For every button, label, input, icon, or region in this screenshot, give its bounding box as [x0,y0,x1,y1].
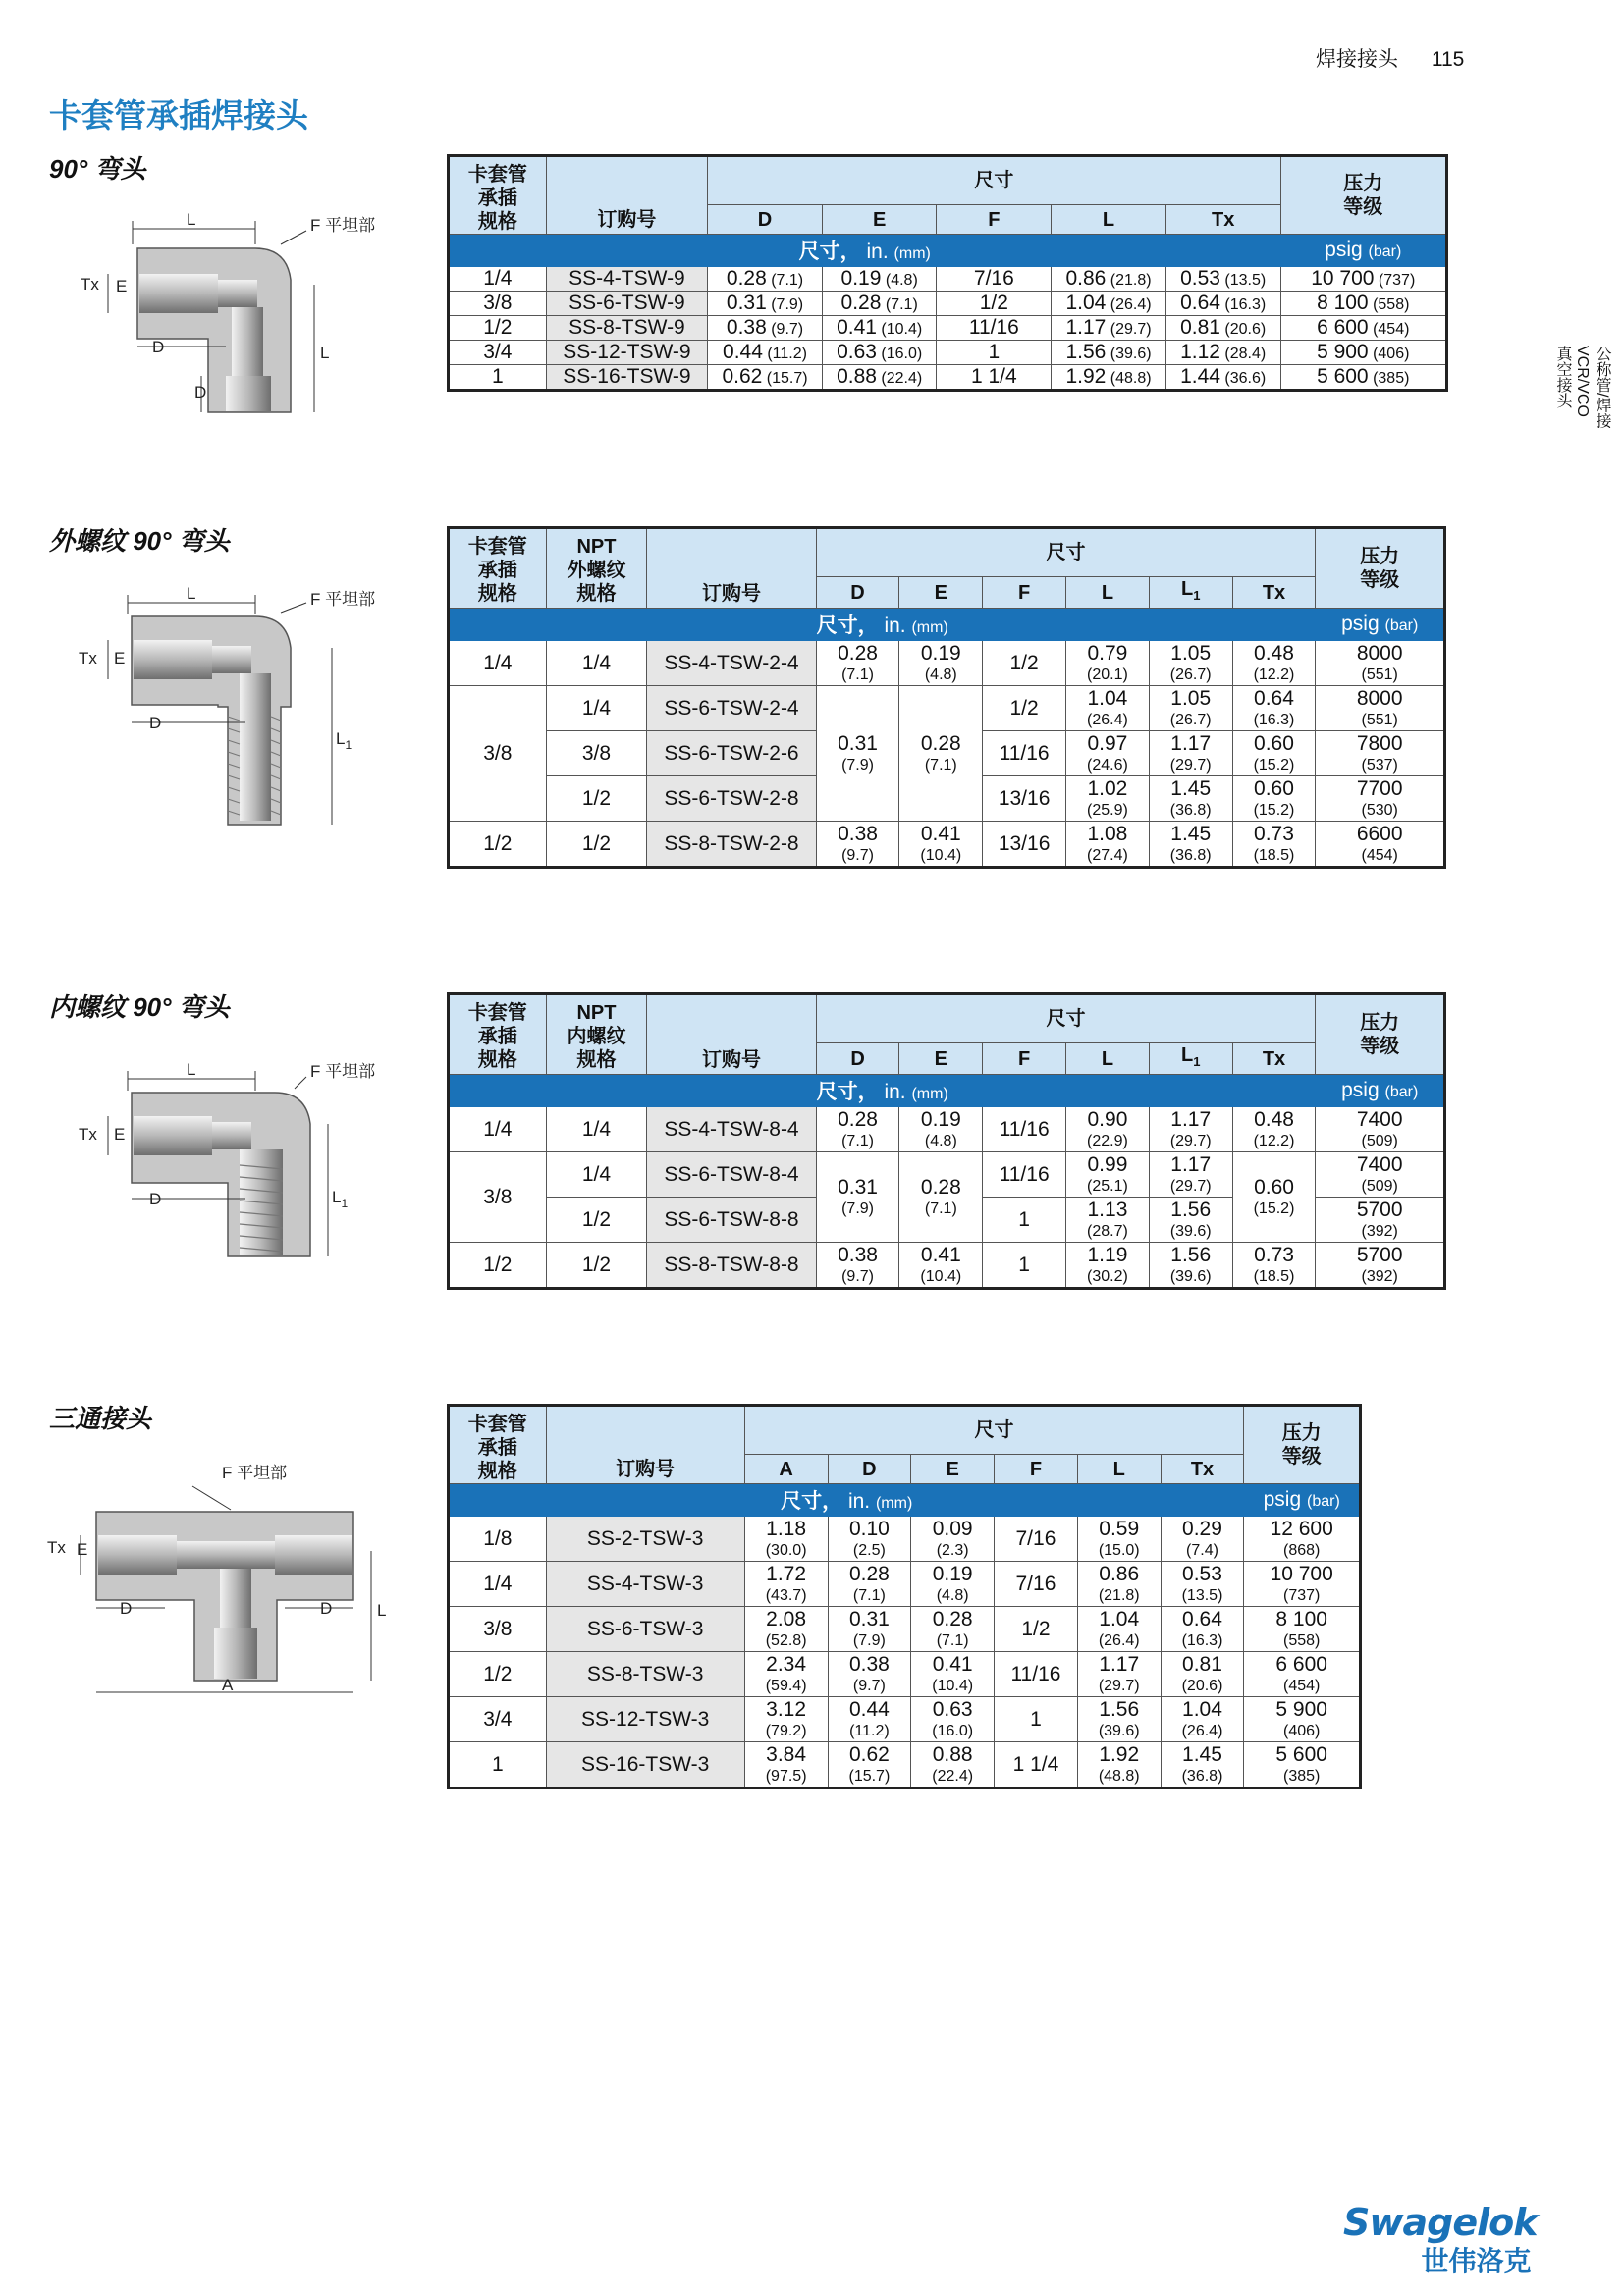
cell-order: SS-4-TSW-3 [546,1562,744,1607]
cell-order: SS-16-TSW-9 [546,365,707,391]
header-dims: 尺寸 [816,528,1316,577]
col-Tx: Tx [1232,577,1316,609]
table-row [449,292,1447,316]
cell-pressure: 5700 (392) [1316,1243,1445,1289]
cell-size: 1/2 [449,1652,547,1697]
table-row [449,316,1447,341]
cell-pressure: 8 100 (558) [1280,292,1447,316]
cell-pressure: 5 600 (385) [1244,1742,1361,1789]
col-D: D [828,1455,911,1484]
cell-order: SS-6-TSW-3 [546,1607,744,1652]
header-order: 订购号 [647,528,816,609]
cell-D: 0.31 (7.9) [816,1152,899,1243]
cell-L: 1.92 (48.8) [1052,365,1166,391]
header-dims: 尺寸 [708,156,1280,205]
cell-pressure: 7400 (509) [1316,1152,1445,1198]
cell-F: 7/16 [995,1517,1078,1562]
table-row [449,1152,1445,1198]
table-row [449,1562,1361,1607]
cell-order: SS-2-TSW-3 [546,1517,744,1562]
table-male-elbow [447,526,1446,869]
label-L1: $L_1$ [332,1188,349,1210]
label-Tx: Tx [81,275,99,294]
label-Tx: Tx [47,1538,66,1557]
cell-L: 0.90 (22.9) [1066,1107,1150,1152]
female-elbow-diagram [49,1055,403,1271]
table-row [449,341,1447,365]
cell-Tx: 0.64 (16.3) [1232,686,1316,731]
table-90-elbow [447,154,1448,392]
label-L-vert: L [377,1601,387,1620]
cell-L: 1.08 (27.4) [1066,822,1150,868]
label-D-right: D [320,1599,333,1618]
header-size: 卡套管 承插 规格 [449,156,547,235]
cell-D: 0.38 (9.7) [708,316,823,341]
cell-F: 1 [983,1198,1066,1243]
cell-L: 1.13 (28.7) [1066,1198,1150,1243]
cell-size: 3/8 [449,1152,547,1243]
header-size: 卡套管 承插 规格 [449,528,547,609]
cell-D: 0.62 (15.7) [828,1742,911,1789]
cell-F: 13/16 [983,776,1066,822]
col-L: L [1077,1455,1161,1484]
header-order: 订购号 [546,156,707,235]
male-elbow-diagram [49,579,403,834]
cell-Tx: 1.44 (36.6) [1165,365,1280,391]
cell-F: 1 [983,1243,1066,1289]
table-row [449,1607,1361,1652]
cell-size: 1/4 [449,1562,547,1607]
cell-size: 1 [449,1742,547,1789]
cell-order: SS-6-TSW-2-8 [647,776,816,822]
label-A: A [222,1676,234,1694]
cell-pressure: 8 100 (558) [1244,1607,1361,1652]
table-row [449,641,1445,686]
cell-Tx: 0.60 (15.2) [1232,776,1316,822]
cell-size: 3/8 [449,1607,547,1652]
cell-D: 0.31 (7.9) [708,292,823,316]
cell-Tx: 0.64 (16.3) [1165,292,1280,316]
cell-D: 0.10 (2.5) [828,1517,911,1562]
side-tab-line-3: 真空接头 [1554,346,1571,408]
cell-D: 0.28 (7.1) [816,1107,899,1152]
cell-Tx: 0.81 (20.6) [1165,316,1280,341]
cell-L1: 1.17 (29.7) [1149,1152,1232,1198]
label-Tx: Tx [79,649,97,667]
col-E: E [911,1455,995,1484]
cell-order: SS-6-TSW-8-8 [647,1198,816,1243]
cell-Tx: 0.81 (20.6) [1161,1652,1244,1697]
label-D: D [120,1599,133,1618]
cell-size: 3/4 [449,341,547,365]
table-row [449,1243,1445,1289]
cell-pressure: 8000 (551) [1316,641,1445,686]
cell-F: 7/16 [995,1562,1078,1607]
page-header [1316,43,1464,73]
cell-pressure: 7700 (530) [1316,776,1445,822]
table-row [449,1517,1361,1562]
cell-size: 1/2 [449,316,547,341]
cell-L: 0.86 (21.8) [1052,267,1166,292]
elbow-diagram [49,201,403,437]
col-L: L [1066,1043,1150,1075]
logo-brand-cn: 世伟洛克 [1421,2246,1532,2276]
side-tab-line-1: 公称管/焊接 [1594,346,1610,429]
label-L: L [187,1060,196,1079]
col-D: D [816,1043,899,1075]
cell-order: SS-8-TSW-3 [546,1652,744,1697]
col-L1: $L_1$ [1149,577,1232,609]
cell-order: SS-8-TSW-8-8 [647,1243,816,1289]
cell-D: 0.28 (7.1) [828,1562,911,1607]
header-order: 订购号 [546,1406,744,1484]
cell-L: 1.17 (29.7) [1077,1652,1161,1697]
cell-L: 0.59 (15.0) [1077,1517,1161,1562]
label-L-vert: L [320,344,330,362]
cell-size: 1/8 [449,1517,547,1562]
cell-L: 1.04 (26.4) [1052,292,1166,316]
cell-F: 1/2 [995,1607,1078,1652]
cell-E: 0.28 (7.1) [899,1152,983,1243]
label-F: F 平坦部 [310,590,376,609]
col-F: F [983,1043,1066,1075]
cell-order: SS-8-TSW-2-8 [647,822,816,868]
col-F: F [995,1455,1078,1484]
table-row [449,1697,1361,1742]
cell-npt: 1/2 [546,1198,647,1243]
cell-D: 0.44 (11.2) [708,341,823,365]
cell-size: 1/4 [449,641,547,686]
col-E: E [899,577,983,609]
cell-npt: 1/4 [546,686,647,731]
cell-E: 0.19 (4.8) [822,267,937,292]
cell-Tx: 0.53 (13.5) [1165,267,1280,292]
cell-Tx: 0.73 (18.5) [1232,822,1316,868]
cell-F: 11/16 [983,1107,1066,1152]
cell-order: SS-6-TSW-2-4 [647,686,816,731]
label-D: D [152,338,165,356]
cell-pressure: 5700 (392) [1316,1198,1445,1243]
cell-F: 11/16 [995,1652,1078,1697]
cell-Tx: 0.53 (13.5) [1161,1562,1244,1607]
table-female-elbow [447,992,1446,1290]
page-title: 卡套管承插焊接头 [49,97,308,133]
cell-F: 1 [937,341,1052,365]
cell-Tx: 1.12 (28.4) [1165,341,1280,365]
cell-L: 1.02 (25.9) [1066,776,1150,822]
cell-size: 1/4 [449,1107,547,1152]
cell-pressure: 7800 (537) [1316,731,1445,776]
cell-L1: 1.56 (39.6) [1149,1243,1232,1289]
cell-A: 3.12 (79.2) [744,1697,828,1742]
table-row [449,1652,1361,1697]
cell-D: 0.38 (9.7) [828,1652,911,1697]
cell-L: 1.19 (30.2) [1066,1243,1150,1289]
cell-F: 1 1/4 [995,1742,1078,1789]
col-F: F [983,577,1066,609]
cell-D: 0.31 (7.9) [816,686,899,822]
cell-L: 0.79 (20.1) [1066,641,1150,686]
header-dims: 尺寸 [816,994,1316,1043]
cell-order: SS-8-TSW-9 [546,316,707,341]
section-title-male-elbow: 外螺纹 90° 弯头 [49,526,230,556]
cell-L: 1.92 (48.8) [1077,1742,1161,1789]
cell-Tx: 0.60 (15.2) [1232,731,1316,776]
cell-F: 7/16 [937,267,1052,292]
cell-order: SS-12-TSW-9 [546,341,707,365]
cell-F: 1/2 [983,686,1066,731]
col-D: D [708,205,823,235]
cell-size: 3/8 [449,686,547,822]
unit-row: 尺寸， in. (mm) psig (bar) [449,609,1445,641]
cell-pressure: 12 600 (868) [1244,1517,1361,1562]
cell-F: 1 1/4 [937,365,1052,391]
label-D: D [149,1190,162,1208]
cell-npt: 1/2 [546,776,647,822]
header-npt: NPT 内螺纹 规格 [546,994,647,1075]
label-F: F 平坦部 [222,1464,288,1482]
cell-E: 0.19 (4.8) [899,641,983,686]
unit-row: 尺寸， in. (mm) psig (bar) [449,1484,1361,1517]
cell-D: 0.44 (11.2) [828,1697,911,1742]
cell-pressure: 8000 (551) [1316,686,1445,731]
table-row [449,1107,1445,1152]
cell-Tx: 0.48 (12.2) [1232,1107,1316,1152]
header-pressure: 压力 等级 [1280,156,1447,235]
cell-E: 0.28 (7.1) [911,1607,995,1652]
cell-size: 1/4 [449,267,547,292]
cell-pressure: 7400 (509) [1316,1107,1445,1152]
header-order: 订购号 [647,994,816,1075]
col-Tx: Tx [1165,205,1280,235]
header-dims: 尺寸 [744,1406,1244,1455]
col-E: E [899,1043,983,1075]
cell-L1: 1.05 (26.7) [1149,641,1232,686]
cell-npt: 1/4 [546,1152,647,1198]
cell-F: 1/2 [983,641,1066,686]
label-E: E [114,1125,126,1144]
cell-order: SS-6-TSW-9 [546,292,707,316]
cell-F: 11/16 [983,731,1066,776]
label-E: E [114,649,126,667]
cell-order: SS-6-TSW-8-4 [647,1152,816,1198]
cell-pressure: 5 900 (406) [1244,1697,1361,1742]
cell-Tx: 0.73 (18.5) [1232,1243,1316,1289]
label-L: L [187,584,196,603]
cell-A: 1.72 (43.7) [744,1562,828,1607]
cell-Tx: 1.04 (26.4) [1161,1697,1244,1742]
cell-npt: 1/2 [546,822,647,868]
cell-F: 1/2 [937,292,1052,316]
label-F: F 平坦部 [310,216,376,235]
cell-A: 2.08 (52.8) [744,1607,828,1652]
cell-D: 0.31 (7.9) [828,1607,911,1652]
unit-row: 尺寸， in. (mm) psig (bar) [449,1075,1445,1107]
table-tee [447,1404,1362,1789]
cell-npt: 1/4 [546,1107,647,1152]
page-number: 115 [1431,48,1465,71]
cell-pressure: 10 700 (737) [1280,267,1447,292]
cell-pressure: 6 600 (454) [1280,316,1447,341]
cell-size: 1/2 [449,1243,547,1289]
table-row [449,686,1445,731]
cell-order: SS-12-TSW-3 [546,1697,744,1742]
col-F: F [937,205,1052,235]
cell-npt: 3/8 [546,731,647,776]
cell-Tx: 1.45 (36.8) [1161,1742,1244,1789]
label-Tx: Tx [79,1125,97,1144]
cell-E: 0.41 (10.4) [911,1652,995,1697]
cell-D: 0.62 (15.7) [708,365,823,391]
header-pressure: 压力 等级 [1316,528,1445,609]
cell-A: 1.18 (30.0) [744,1517,828,1562]
col-A: A [744,1455,828,1484]
cell-pressure: 6 600 (454) [1244,1652,1361,1697]
unit-row: 尺寸， in. (mm) psig (bar) [449,235,1447,267]
col-L: L [1052,205,1166,235]
cell-E: 0.28 (7.1) [899,686,983,822]
label-E: E [116,277,128,295]
cell-E: 0.88 (22.4) [911,1742,995,1789]
cell-A: 3.84 (97.5) [744,1742,828,1789]
cell-E: 0.28 (7.1) [822,292,937,316]
cell-L1: 1.05 (26.7) [1149,686,1232,731]
cell-pressure: 10 700 (737) [1244,1562,1361,1607]
cell-size: 1/2 [449,822,547,868]
cell-L: 1.56 (39.6) [1052,341,1166,365]
cell-order: SS-4-TSW-8-4 [647,1107,816,1152]
cell-npt: 1/4 [546,641,647,686]
cell-Tx: 0.29 (7.4) [1161,1517,1244,1562]
cell-L1: 1.56 (39.6) [1149,1198,1232,1243]
cell-order: SS-4-TSW-2-4 [647,641,816,686]
cell-L: 1.56 (39.6) [1077,1697,1161,1742]
table-row [449,267,1447,292]
label-D-vert: D [194,383,207,401]
header-pressure: 压力 等级 [1244,1406,1361,1484]
cell-L1: 1.45 (36.8) [1149,776,1232,822]
col-D: D [816,577,899,609]
section-title-female-elbow: 内螺纹 90° 弯头 [49,992,230,1022]
cell-Tx: 0.48 (12.2) [1232,641,1316,686]
cell-D: 0.28 (7.1) [708,267,823,292]
cell-E: 0.19 (4.8) [911,1562,995,1607]
cell-L1: 1.17 (29.7) [1149,731,1232,776]
cell-E: 0.41 (10.4) [822,316,937,341]
cell-E: 0.41 (10.4) [899,822,983,868]
header-size: 卡套管 承插 规格 [449,1406,547,1484]
cell-F: 11/16 [937,316,1052,341]
header-section: 焊接接头 [1316,48,1398,71]
cell-F: 11/16 [983,1152,1066,1198]
cell-E: 0.88 (22.4) [822,365,937,391]
col-L: L [1066,577,1150,609]
label-F: F 平坦部 [310,1062,376,1081]
side-tab-line-2: VCR/VCO [1574,346,1591,417]
cell-size: 3/4 [449,1697,547,1742]
cell-pressure: 5 600 (385) [1280,365,1447,391]
section-title-tee: 三通接头 [49,1404,152,1433]
cell-E: 0.09 (2.3) [911,1517,995,1562]
cell-L: 1.17 (29.7) [1052,316,1166,341]
label-D: D [149,714,162,732]
cell-L1: 1.17 (29.7) [1149,1107,1232,1152]
col-Tx: Tx [1161,1455,1244,1484]
cell-pressure: 6600 (454) [1316,822,1445,868]
cell-L: 0.97 (24.6) [1066,731,1150,776]
cell-A: 2.34 (59.4) [744,1652,828,1697]
cell-E: 0.63 (16.0) [911,1697,995,1742]
cell-E: 0.41 (10.4) [899,1243,983,1289]
cell-size: 1 [449,365,547,391]
cell-D: 0.38 (9.7) [816,1243,899,1289]
label-E: E [77,1540,88,1559]
swagelok-logo [1343,2201,1538,2279]
header-size: 卡套管 承插 规格 [449,994,547,1075]
cell-L: 1.04 (26.4) [1066,686,1150,731]
section-title-90-elbow: 90° 弯头 [49,154,146,184]
cell-L: 0.99 (25.1) [1066,1152,1150,1198]
cell-Tx: 0.60 (15.2) [1232,1152,1316,1243]
table-row [449,822,1445,868]
cell-E: 0.19 (4.8) [899,1107,983,1152]
col-Tx: Tx [1232,1043,1316,1075]
label-L1: $L_1$ [336,729,352,752]
cell-order: SS-4-TSW-9 [546,267,707,292]
cell-Tx: 0.64 (16.3) [1161,1607,1244,1652]
cell-E: 0.63 (16.0) [822,341,937,365]
side-tab [1540,346,1610,434]
tee-diagram [49,1453,403,1698]
col-L1: $L_1$ [1149,1043,1232,1075]
header-npt: NPT 外螺纹 规格 [546,528,647,609]
label-L: L [187,210,196,229]
table-row [449,1742,1361,1789]
cell-L: 1.04 (26.4) [1077,1607,1161,1652]
cell-size: 3/8 [449,292,547,316]
cell-F: 13/16 [983,822,1066,868]
cell-D: 0.38 (9.7) [816,822,899,868]
logo-brand: Swagelok [1343,2201,1538,2244]
cell-L: 0.86 (21.8) [1077,1562,1161,1607]
table-row [449,365,1447,391]
cell-D: 0.28 (7.1) [816,641,899,686]
header-pressure: 压力 等级 [1316,994,1445,1075]
cell-order: SS-16-TSW-3 [546,1742,744,1789]
cell-order: SS-6-TSW-2-6 [647,731,816,776]
cell-L1: 1.45 (36.8) [1149,822,1232,868]
cell-pressure: 5 900 (406) [1280,341,1447,365]
cell-F: 1 [995,1697,1078,1742]
col-E: E [822,205,937,235]
cell-npt: 1/2 [546,1243,647,1289]
